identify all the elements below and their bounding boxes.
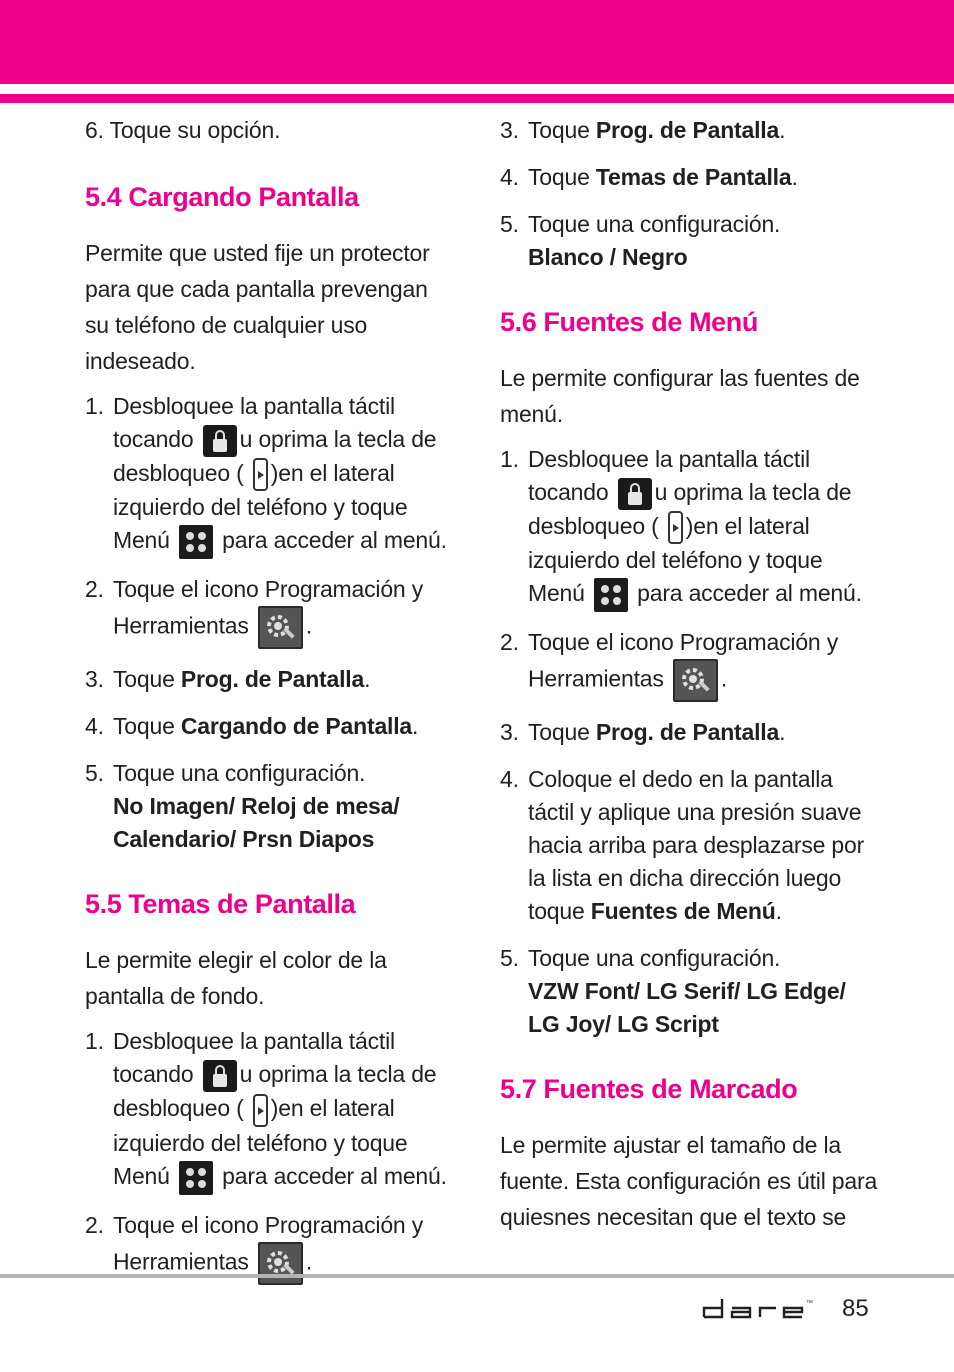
dare-logo <box>702 1297 818 1326</box>
header-rule <box>0 94 954 103</box>
step-1-unlock: 1. Desbloquee la pantalla táctil tocando u oprima la tecla de desbloqueo ( )en el lateral izquierdo del teléfono y toque Menú para acceder al menú. <box>85 1025 457 1194</box>
menu-grid-icon[interactable] <box>594 578 628 612</box>
step-number: 3. <box>500 117 519 143</box>
step-1-unlock: 1. Desbloquee la pantalla táctil tocando u oprima la tecla de desbloqueo ( )en el lateral izquierdo del teléfono y toque Menú para acceder al menú. <box>500 443 880 612</box>
intro-fuentes-marcado: Le permite ajustar el tamaño de la fuente. Esta configuración es útil para quiesnes necesitan que el texto se <box>500 1132 878 1231</box>
step-number: 1. <box>500 446 519 472</box>
step-3-prog-pantalla: 3. Toque Prog. de Pantalla. <box>500 716 880 749</box>
heading-fuentes-menu: 5.6 Fuentes de Menú <box>500 307 758 337</box>
step-number: 2. <box>85 1211 104 1238</box>
step-3-prog-pantalla: 3. Toque Prog. de Pantalla. <box>85 663 457 696</box>
heading-fuentes-marcado: 5.7 Fuentes de Marcado <box>500 1074 798 1105</box>
step-2-settings: 2. Toque el icono Programación y Herramientas . <box>85 1209 457 1285</box>
step-number: 1. <box>85 1028 104 1055</box>
step-2-settings: 2. Toque el icono Programación y Herramientas . <box>85 573 457 649</box>
unlock-key-icon <box>253 1094 268 1127</box>
step-4-temas: 4. Toque Temas de Pantalla. <box>500 161 880 194</box>
step-2-settings: 2. Toque el icono Programación y Herramientas . <box>500 626 880 702</box>
settings-tools-icon[interactable] <box>258 1242 303 1285</box>
header-band <box>0 0 954 84</box>
heading-cargando-pantalla: 5.4 Cargando Pantalla <box>85 182 359 212</box>
step-number: 2. <box>500 629 519 656</box>
menu-grid-icon[interactable] <box>179 1161 213 1195</box>
intro-cargando-pantalla: Permite que usted fije un protector para que cada pantalla prevengan su teléfono de cualquier uso indeseado. <box>85 240 430 374</box>
lock-icon[interactable] <box>203 425 237 457</box>
step-5-configuracion: 5. Toque una configuración. No Imagen/ Reloj de mesa/ Calendario/ Prsn Diapos <box>85 757 457 856</box>
step-number: 3. <box>500 719 519 746</box>
step-4-scroll: 4. Coloque el dedo en la pantalla táctil y aplique una presión suave hacia arriba para desplazarse por la lista en dicha dirección luego toque Fuentes de Menú. <box>500 763 880 928</box>
step-number: 1. <box>85 393 104 419</box>
heading-temas-pantalla: 5.5 Temas de Pantalla <box>85 889 356 920</box>
options-list: Blanco / Negro <box>528 244 688 270</box>
unlock-key-icon <box>253 458 268 491</box>
step-number: 3. <box>85 666 104 693</box>
step-number: 4. <box>500 164 519 190</box>
options-list: VZW Font/ LG Serif/ LG Edge/ LG Joy/ LG Script <box>528 978 846 1038</box>
step-4-cargando: 4. Toque Cargando de Pantalla. <box>85 710 457 743</box>
step-choose-option: 6. Toque su opción. <box>85 117 281 143</box>
step-3-prog-pantalla: 3. Toque Prog. de Pantalla. <box>500 114 880 147</box>
lock-icon[interactable] <box>203 1060 237 1092</box>
step-number: 2. <box>85 576 104 603</box>
footer-rule <box>0 1274 954 1278</box>
menu-grid-icon[interactable] <box>179 525 213 559</box>
options-list: No Imagen/ Reloj de mesa/ Calendario/ Prsn Diapos <box>113 793 400 853</box>
dare-logo-mark <box>702 1297 818 1321</box>
unlock-key-icon <box>668 511 683 544</box>
step-number: 5. <box>500 945 519 972</box>
step-number: 4. <box>85 713 104 740</box>
trademark-mark: ™ <box>806 1300 813 1307</box>
step-number: 5. <box>85 760 104 787</box>
step-number: 5. <box>500 211 519 237</box>
intro-fuentes-menu: Le permite configurar las fuentes de menú. <box>500 365 860 427</box>
step-number: 4. <box>500 766 519 793</box>
right-column <box>500 114 880 1235</box>
step-1-unlock: 1. Desbloquee la pantalla táctil tocando u oprima la tecla de desbloqueo ( )en el lateral izquierdo del teléfono y toque Menú para acceder al menú. <box>85 390 457 559</box>
step-5-configuracion: 5. Toque una configuración. VZW Font/ LG Serif/ LG Edge/ LG Joy/ LG Script <box>500 942 880 1041</box>
left-column <box>85 114 457 1285</box>
step-5-configuracion: 5. Toque una configuración. Blanco / Negro <box>500 208 880 274</box>
intro-temas-pantalla: Le permite elegir el color de la pantalla de fondo. <box>85 947 387 1010</box>
lock-icon[interactable] <box>618 478 652 510</box>
page-number: 85 <box>842 1295 869 1322</box>
settings-tools-icon[interactable] <box>673 659 718 702</box>
settings-tools-icon[interactable] <box>258 606 303 649</box>
